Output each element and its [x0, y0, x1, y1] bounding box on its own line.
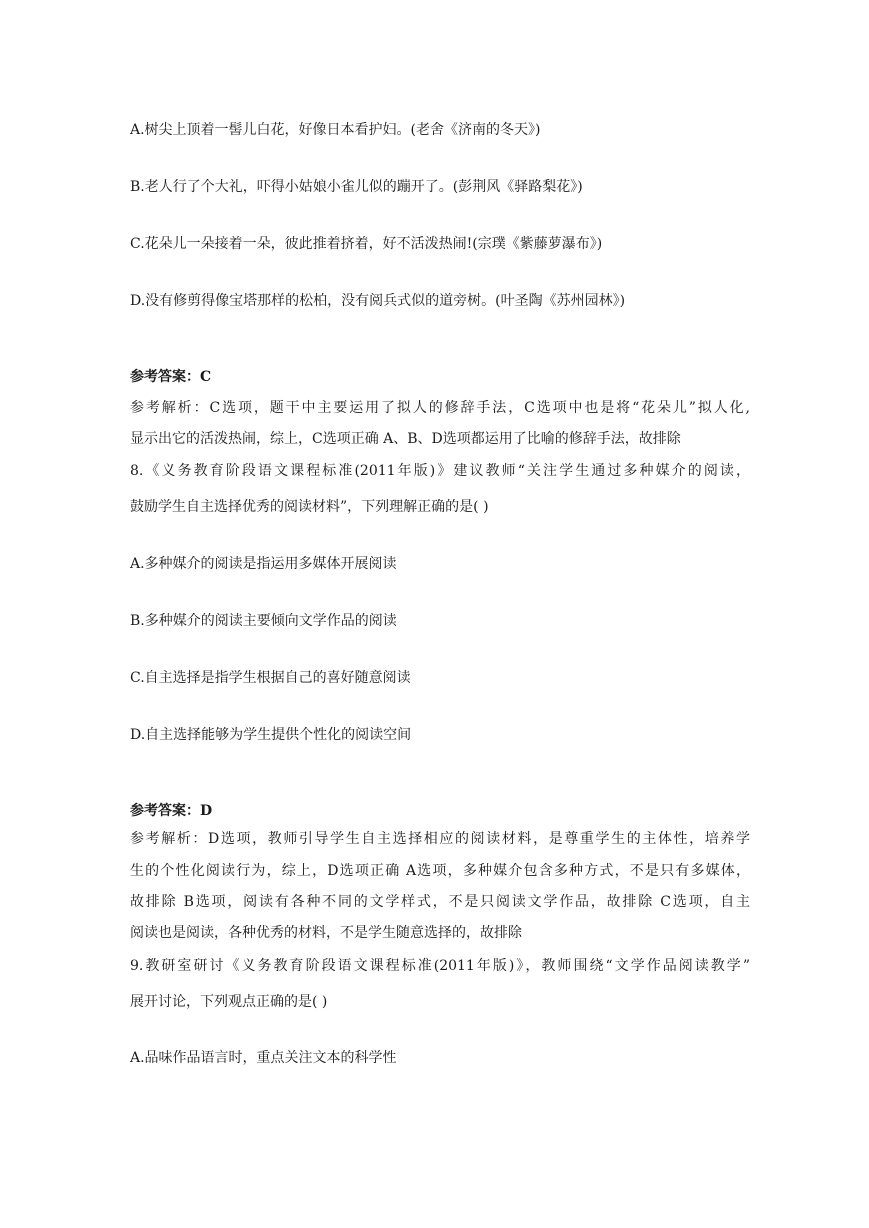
q8-stem-line-2: 鼓励学生自主选择优秀的阅读材料”，下列理解正确的是( ) — [130, 499, 489, 515]
q9-option-a: A.品味作品语言时，重点关注文本的科学性 — [130, 1050, 397, 1066]
q7-option-b: B.老人行了个大礼，吓得小姑娘小雀儿似的蹦开了。(彭荆风《驿路梨花》) — [130, 179, 583, 195]
q7-option-c: C.花朵儿一朵接着一朵，彼此推着挤着，好不活泼热闹!(宗璞《紫藤萝瀑布》) — [130, 236, 603, 252]
q7-answer: 参考答案：C — [130, 369, 212, 385]
q8-analysis-line-1: 参考解析：D选项，教师引导学生自主选择相应的阅读材料，是尊重学生的主体性，培养学 — [130, 831, 750, 847]
q8-answer: 参考答案：D — [130, 803, 213, 819]
q8-stem-line-1: 8.《义务教育阶段语文课程标准(2011年版)》建议教师“关注学生通过多种媒介的阅读， — [130, 463, 750, 479]
q7-option-d: D.没有修剪得像宝塔那样的松柏，没有阅兵式似的道旁树。(叶圣陶《苏州园林》) — [130, 293, 626, 309]
q8-analysis-line-3: 故排除 B选项，阅读有各种不同的文学样式，不是只阅读文学作品，故排除 C选项，自主 — [130, 894, 750, 910]
q9-stem-line-1: 9.教研室研讨《义务教育阶段语文课程标准(2011年版)》，教师围绕“文学作品阅读教学” — [130, 958, 750, 974]
q9-stem-line-2: 展开讨论，下列观点正确的是( ) — [130, 994, 328, 1010]
q7-option-a: A.树尖上顶着一髻儿白花，好像日本看护妇。(老舍《济南的冬天》) — [130, 122, 541, 138]
q8-option-c: C.自主选择是指学生根据自己的喜好随意阅读 — [130, 670, 411, 686]
q8-analysis-line-4: 阅读也是阅读，各种优秀的材料，不是学生随意选择的，故排除 — [130, 925, 522, 941]
q8-analysis-line-2: 生的个性化阅读行为，综上，D选项正确 A选项，多种媒介包含多种方式，不是只有多媒体， — [130, 863, 750, 879]
q7-analysis-line-1: 参考解析：C选项，题干中主要运用了拟人的修辞手法，C选项中也是将“花朵儿”拟人化, — [130, 400, 750, 416]
q7-analysis-line-2: 显示出它的活泼热闹，综上，C选项正确 A、B、D选项都运用了比喻的修辞手法，故排除 — [130, 431, 681, 447]
q8-option-b: B.多种媒介的阅读主要倾向文学作品的阅读 — [130, 613, 397, 629]
q8-option-a: A.多种媒介的阅读是指运用多媒体开展阅读 — [130, 556, 397, 572]
q8-option-d: D.自主选择能够为学生提供个性化的阅读空间 — [130, 727, 412, 743]
